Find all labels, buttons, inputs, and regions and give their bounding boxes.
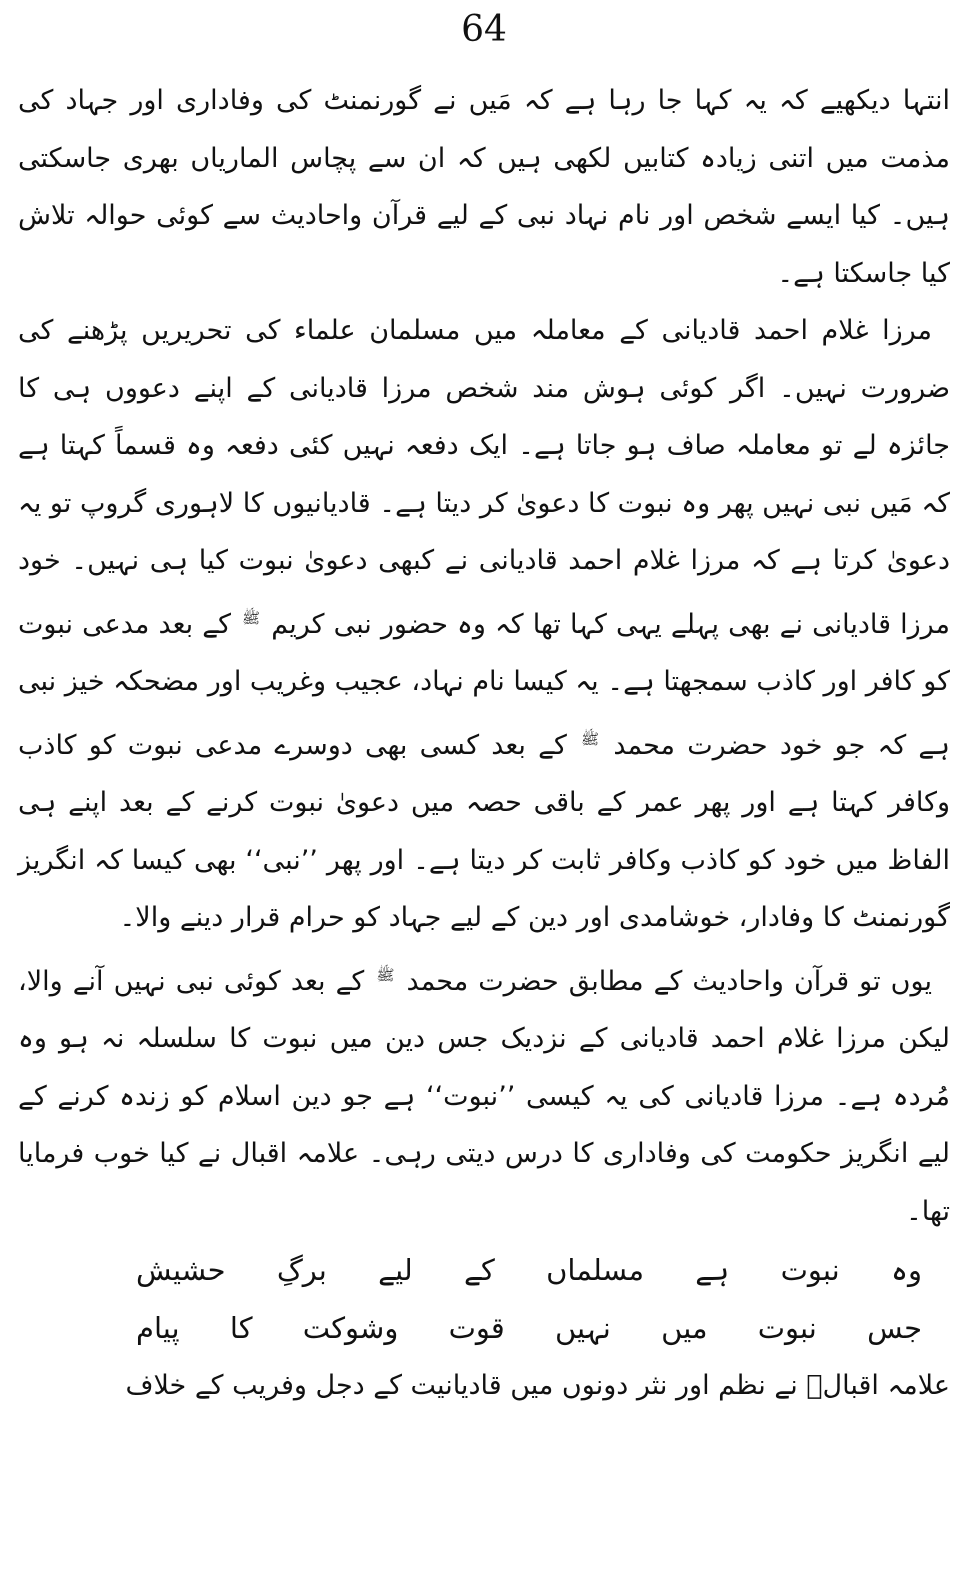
paragraph-3 (18, 947, 950, 1241)
paragraph-2-part-3: کے بعد کسی بھی دوسرے مدعی نبوت کو کاذب وکافر کہتا ہے اور پھر عمر کے باقی حصہ میں دعویٰ نبوت کرنے کے بعد اپنے ہی الفاظ میں خود کو کاذب وکافر ثابت کر دیتا ہے۔ اور پھر ’’نبی‘‘ بھی کیسا کہ انگریز گورنمنٹ کا وفادار، خوشامدی اور دین کے لیے جہاد کو حرام قرار دینے والا۔ (18, 729, 950, 933)
paragraph-3-part-2: کے بعد کوئی نبی نہیں آنے والا، لیکن مرزا غلام احمد قادیانی کے نزدیک جس دین میں نبوت کا سلسلہ نہ ہو وہ مُردہ ہے۔ مرزا قادیانی کی یہ کیسی ’’نبوت‘‘ ہے جو دین اسلام کو زندہ کرنے کے لیے انگریز حکومت کی وفاداری کا درس دیتی رہی۔ علامہ اقبال نے کیا خوب فرمایا تھا۔ (18, 965, 950, 1227)
honorific-mark: ﷺ (581, 729, 600, 748)
paragraph-1: انتہا دیکھیے کہ یہ کہا جا رہا ہے کہ مَیں نے گورنمنٹ کی وفاداری اور جہاد کی مذمت میں اتنی زیادہ کتابیں لکھی ہیں کہ ان سے پچاس الماریاں بھری جاسکتی ہیں۔ کیا ایسے شخص اور نام نہاد نبی کے لیے قرآن واحادیث سے کوئی حوالہ تلاش کیا جاسکتا ہے۔ (18, 85, 950, 289)
page-body (18, 72, 950, 1415)
paragraph-2-part-1: مرزا غلام احمد قادیانی کے معاملہ میں مسلمان علماء کی تحریریں پڑھنے کی ضرورت نہیں۔ اگر کوئی ہوش مند شخص مرزا قادیانی کے اپنے دعووں ہی کا جائزہ لے تو معاملہ صاف ہو جاتا ہے۔ ایک دفعہ نہیں کئی دفعہ وہ قسماً کہتا ہے کہ مَیں نبی نہیں پھر وہ نبوت کا دعویٰ کر دیتا ہے۔ قادیانیوں کا لاہوری گروپ تو یہ دعویٰ کرتا ہے کہ مرزا غلام احمد قادیانی نے کبھی دعویٰ نبوت کیا ہی نہیں۔ خود مرزا قادیانی نے بھی پہلے یہی کہا تھا کہ وہ حضور نبی کریم (18, 315, 950, 640)
closing-line: علامہ اقبالؒ نے نظم اور نثر دونوں میں قادیانیت کے دجل وفریب کے خلاف (125, 1370, 950, 1401)
page-number: 64 (461, 9, 507, 50)
verse-line-1: وہ نبوت ہے مسلماں کے لیے برگِ حشیش (136, 1253, 922, 1287)
verse-line-2: جس نبوت میں نہیں قوت وشوکت کا پیام (136, 1310, 922, 1345)
honorific-mark: ﷺ (242, 608, 261, 627)
paragraph-2-part-2: کے بعد مدعی نبوت کو کافر اور کاذب سمجھتا ہے۔ یہ کیسا نام نہاد، عجیب وغریب اور مضحکہ خیز نبی ہے کہ جو خود حضرت محمد (18, 608, 950, 761)
honorific-mark: ﷺ (376, 965, 395, 984)
poetry-couplet (18, 1242, 950, 1357)
paragraph-2 (18, 302, 950, 947)
paragraph-3-part-1: یوں تو قرآن واحادیث کے مطابق حضرت محمد (406, 965, 932, 997)
